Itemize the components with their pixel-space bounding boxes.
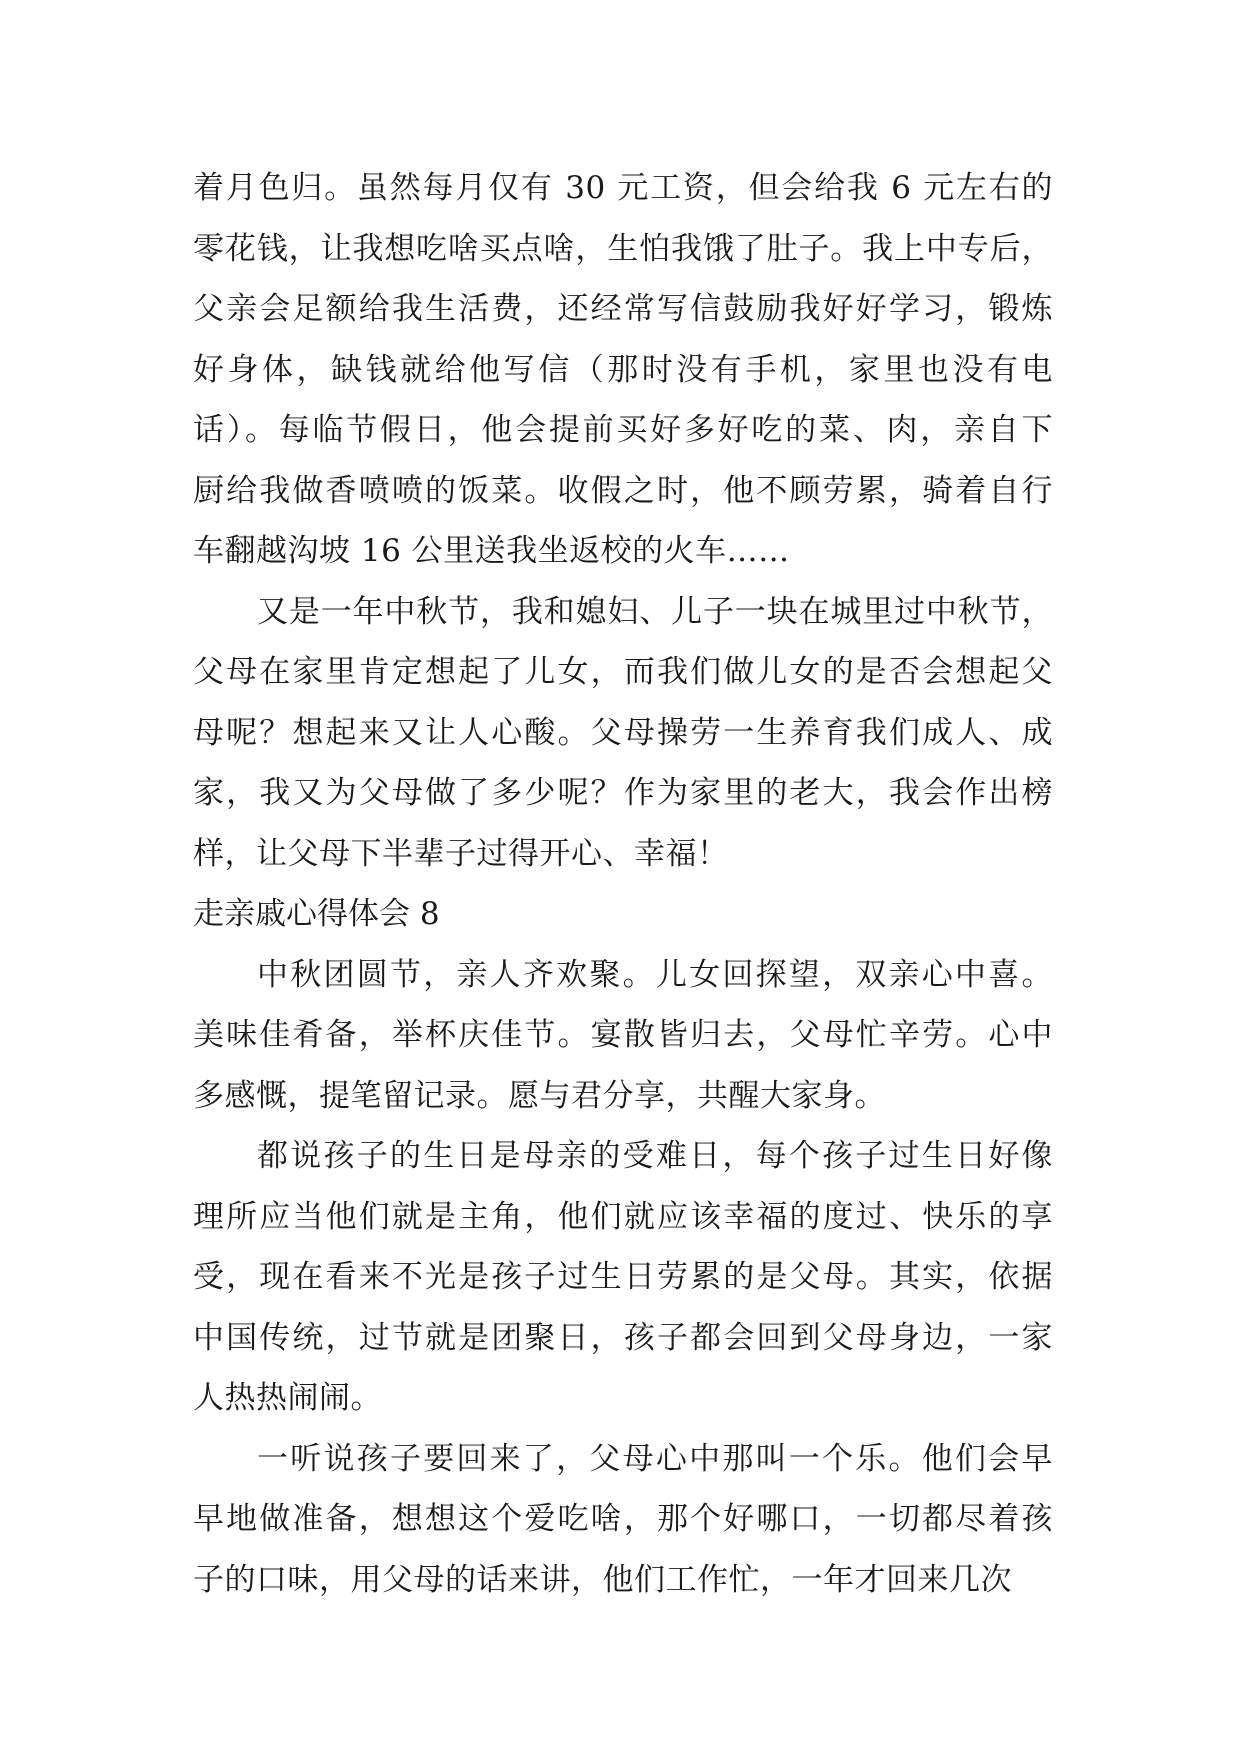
- text-line: 美味佳肴备，举杯庆佳节。宴散皆归去，父母忙辛劳。心中: [193, 1017, 1053, 1053]
- text-line: 中秋团圆节，亲人齐欢聚。儿女回探望，双亲心中喜。: [257, 956, 1053, 993]
- document-body: [193, 158, 1053, 1610]
- text-line: 又是一年中秋节，我和媳妇、儿子一块在城里过中秋节，: [257, 593, 1053, 630]
- paragraph: [193, 158, 1053, 582]
- text-line: 子的口味，用父母的话来讲，他们工作忙，一年才回来几次: [193, 1561, 1012, 1598]
- paragraph: [193, 582, 1053, 885]
- paragraph: [193, 1126, 1053, 1429]
- text-line: 早地做准备，想想这个爱吃啥，那个好哪口，一切都尽着孩: [193, 1501, 1053, 1537]
- text-line: 都说孩子的生日是母亲的受难日，每个孩子过生日好像: [257, 1138, 1053, 1174]
- paragraph: [193, 945, 1053, 1127]
- text-line: 受，现在看来不光是孩子过生日劳累的是父母。其实，依据: [193, 1259, 1053, 1295]
- paragraph: [193, 1429, 1053, 1611]
- text-line: 父亲会足额给我生活费，还经常写信鼓励我好好学习，锻炼: [193, 291, 1053, 327]
- text-line: 理所应当他们就是主角，他们就应该幸福的度过、快乐的享: [193, 1198, 1053, 1235]
- text-line: 零花钱，让我想吃啥买点啥，生怕我饿了肚子。我上中专后，: [193, 230, 1053, 267]
- text-line: 中国传统，过节就是团聚日，孩子都会回到父母身边，一家: [193, 1319, 1053, 1356]
- heading-text: 走亲戚心得体会 8: [193, 896, 440, 932]
- text-line: 好身体，缺钱就给他写信（那时没有手机，家里也没有电: [193, 351, 1053, 388]
- text-line: 父母在家里肯定想起了儿女，而我们做儿女的是否会想起父: [193, 654, 1053, 690]
- text-line: 话）。每临节假日，他会提前买好多好吃的菜、肉，亲自下: [193, 412, 1053, 448]
- text-line: 厨给我做香喷喷的饭菜。收假之时，他不顾劳累，骑着自行: [193, 472, 1053, 509]
- text-line: 多感慨，提笔留记录。愿与君分享，共醒大家身。: [193, 1077, 886, 1114]
- section-heading: [193, 884, 1053, 945]
- text-line: 样，让父母下半辈子过得开心、幸福！: [193, 835, 729, 872]
- text-line: 着月色归。虽然每月仅有 30 元工资，但会给我 6 元左右的: [193, 170, 1053, 206]
- text-line: 一听说孩子要回来了，父母心中那叫一个乐。他们会早: [257, 1440, 1053, 1477]
- text-line: 家，我又为父母做了多少呢？作为家里的老大，我会作出榜: [193, 775, 1053, 811]
- text-line: 人热热闹闹。: [193, 1380, 382, 1416]
- text-line: 母呢？想起来又让人心酸。父母操劳一生养育我们成人、成: [193, 714, 1053, 751]
- text-line: 车翻越沟坡 16 公里送我坐返校的火车……: [193, 533, 790, 569]
